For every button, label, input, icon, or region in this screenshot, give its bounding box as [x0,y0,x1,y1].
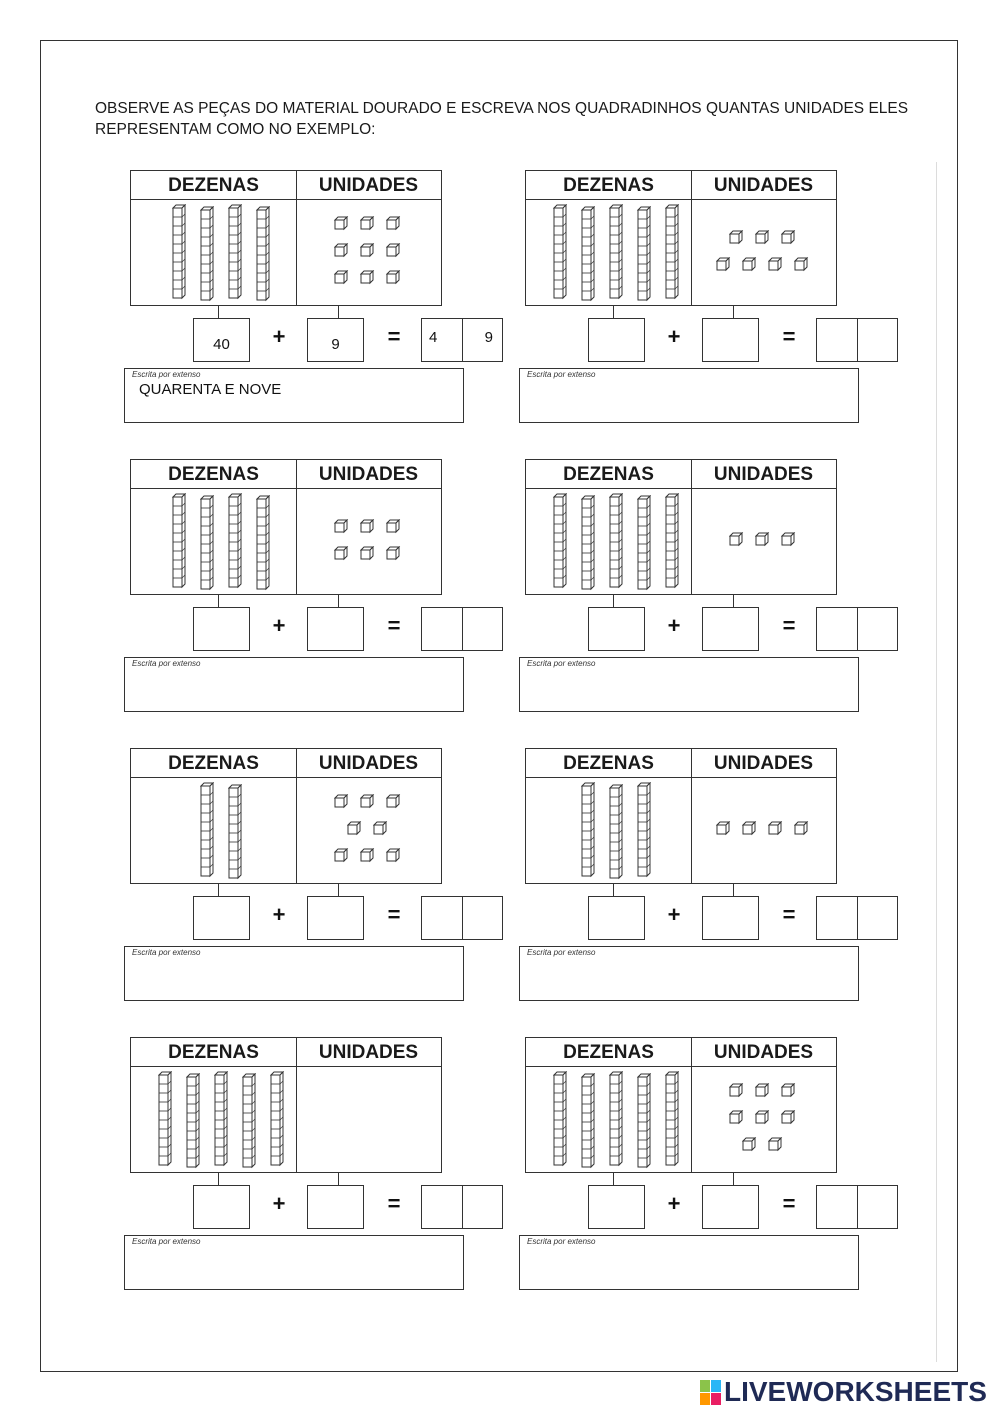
equals-sign: = [782,324,796,349]
tens-input[interactable] [193,607,250,651]
connector-line [613,306,614,318]
tens-rods-area [131,200,296,305]
divider [462,608,463,650]
plus-sign: + [272,1191,286,1216]
units-input[interactable] [702,607,759,651]
unit-cube-icon [334,519,349,534]
exercise-7 [120,1037,520,1297]
ten-rod-icon [581,495,595,591]
equals-sign: = [782,613,796,638]
ten-rod-icon [228,493,242,589]
instructions-text: OBSERVE AS PEÇAS DO MATERIAL DOURADO E ESCREVA NOS QUADRADINHOS QUANTAS UNIDADES ELES REPRESENTAM COMO NO EXEMPLO: [95,100,909,138]
written-form-label: Escrita por extenso [527,1237,596,1246]
written-form-label: Escrita por extenso [527,659,596,668]
unit-cube-icon [386,216,401,231]
liveworksheets-logo-icon [700,1378,722,1408]
unit-cube-icon [334,546,349,561]
units-cubes-area [297,489,441,594]
ten-rod-icon [637,206,651,302]
exercise-4 [515,459,915,719]
unit-cube-icon [768,821,783,836]
units-header: UNIDADES [318,753,419,774]
tens-rods-area [526,200,691,305]
unit-cube-icon [386,270,401,285]
unit-cube-icon [360,794,375,809]
place-value-table [130,748,442,884]
unit-cube-icon [386,546,401,561]
exercise-1 [120,170,520,430]
divider [462,1186,463,1228]
unit-cube-icon [334,848,349,863]
units-input[interactable] [307,896,364,940]
ten-rod-icon [609,493,623,589]
tens-input[interactable] [193,896,250,940]
written-form-field[interactable] [519,946,859,1001]
units-header: UNIDADES [318,1042,419,1063]
unit-cube-icon [781,1110,796,1125]
tens-value: 40 [213,336,230,353]
divider [857,1186,858,1228]
units-input[interactable] [307,318,364,362]
connector-line [218,306,219,318]
written-form-label: Escrita por extenso [527,370,596,379]
written-form-field[interactable] [519,657,859,712]
written-form-field[interactable] [124,946,464,1001]
result-boxes [816,1185,898,1229]
units-cubes-area [692,778,836,883]
equals-sign: = [387,902,401,927]
unit-cube-icon [794,257,809,272]
result-boxes [421,318,503,362]
ten-rod-icon [228,204,242,300]
ten-rod-icon [553,1071,567,1167]
unit-cube-icon [334,794,349,809]
units-cubes-area [297,778,441,883]
equals-sign: = [387,1191,401,1216]
ten-rod-icon [200,782,214,878]
tens-input[interactable] [193,1185,250,1229]
result-boxes [816,607,898,651]
tens-header: DEZENAS [563,464,654,485]
unit-cube-icon [729,532,744,547]
place-value-table [130,170,442,306]
ten-rod-icon [637,495,651,591]
unit-cube-icon [742,821,757,836]
unit-cube-icon [716,821,731,836]
unit-cube-icon [386,519,401,534]
ten-rod-icon [637,1073,651,1169]
tens-rods-area [131,1067,296,1172]
unit-cube-icon [742,257,757,272]
written-form-label: Escrita por extenso [132,1237,201,1246]
units-cubes-area [692,200,836,305]
result-boxes [816,318,898,362]
tens-rods-area [131,778,296,883]
ten-rod-icon [200,206,214,302]
plus-sign: + [667,1191,681,1216]
divider [857,897,858,939]
result-boxes [421,607,503,651]
ten-rod-icon [609,204,623,300]
ten-rod-icon [609,1071,623,1167]
equals-sign: = [782,1191,796,1216]
tens-rods-area [526,778,691,883]
connector-line [218,1173,219,1185]
connector-line [338,595,339,607]
brand-name: LIVEWORKSHEETS [724,1376,987,1407]
ten-rod-icon [214,1071,228,1167]
unit-cube-icon [781,532,796,547]
ten-rod-icon [553,493,567,589]
written-form-field[interactable] [519,368,859,423]
unit-cube-icon [768,257,783,272]
unit-cube-icon [755,1083,770,1098]
written-form-label: Escrita por extenso [527,948,596,957]
exercise-8 [515,1037,915,1297]
ten-rod-icon [581,782,595,878]
tens-header: DEZENAS [563,1042,654,1063]
unit-cube-icon [755,532,770,547]
units-header: UNIDADES [713,1042,814,1063]
unit-cube-icon [334,243,349,258]
ten-rod-icon [186,1073,200,1169]
units-input[interactable] [307,607,364,651]
tens-input[interactable] [193,318,250,362]
units-header: UNIDADES [318,175,419,196]
result-units-input[interactable]: 9 [484,329,493,346]
exercise-2 [515,170,915,430]
unit-cube-icon [729,1083,744,1098]
exercise-5 [120,748,520,1008]
units-cubes-area [297,200,441,305]
written-form-field[interactable] [124,1235,464,1290]
connector-line [733,1173,734,1185]
tens-header: DEZENAS [168,175,259,196]
plus-sign: + [272,613,286,638]
unit-cube-icon [360,519,375,534]
ten-rod-icon [581,1073,595,1169]
unit-cube-icon [794,821,809,836]
connector-line [338,1173,339,1185]
plus-sign: + [272,902,286,927]
place-value-table [525,1037,837,1173]
units-input[interactable] [702,1185,759,1229]
connector-line [613,1173,614,1185]
unit-cube-icon [360,216,375,231]
units-cubes-area [692,489,836,594]
ten-rod-icon [242,1073,256,1169]
units-value: 9 [331,336,340,353]
place-value-table [525,459,837,595]
plus-sign: + [667,613,681,638]
place-value-table [525,170,837,306]
unit-cube-icon [716,257,731,272]
unit-cube-icon [360,243,375,258]
margin-line [936,162,937,1362]
unit-cube-icon [334,216,349,231]
ten-rod-icon [553,204,567,300]
tens-header: DEZENAS [168,464,259,485]
written-form-field[interactable] [124,368,464,423]
result-boxes [421,896,503,940]
unit-cube-icon [742,1137,757,1152]
divider [857,319,858,361]
tens-rods-area [526,1067,691,1172]
unit-cube-icon [360,848,375,863]
connector-line [733,306,734,318]
tens-rods-area [526,489,691,594]
unit-cube-icon [781,230,796,245]
place-value-table [130,459,442,595]
result-tens-input[interactable]: 4 [429,329,438,346]
result-boxes [421,1185,503,1229]
unit-cube-icon [373,821,388,836]
ten-rod-icon [158,1071,172,1167]
place-value-table [525,748,837,884]
ten-rod-icon [637,782,651,878]
written-form-field[interactable] [124,657,464,712]
written-form-label: Escrita por extenso [132,948,201,957]
unit-cube-icon [386,848,401,863]
units-input[interactable] [702,318,759,362]
plus-sign: + [667,324,681,349]
connector-line [733,595,734,607]
tens-input[interactable] [588,1185,645,1229]
units-header: UNIDADES [713,175,814,196]
unit-cube-icon [386,794,401,809]
connector-line [613,595,614,607]
unit-cube-icon [729,230,744,245]
exercise-6 [515,748,915,1008]
unit-cube-icon [729,1110,744,1125]
units-header: UNIDADES [713,753,814,774]
unit-cube-icon [768,1137,783,1152]
ten-rod-icon [256,495,270,591]
tens-rods-area [131,489,296,594]
ten-rod-icon [270,1071,284,1167]
unit-cube-icon [755,230,770,245]
tens-header: DEZENAS [168,1042,259,1063]
written-form-label: Escrita por extenso [132,659,201,668]
units-header: UNIDADES [713,464,814,485]
equals-sign: = [387,613,401,638]
unit-cube-icon [781,1083,796,1098]
unit-cube-icon [334,270,349,285]
exercise-3 [120,459,520,719]
unit-cube-icon [386,243,401,258]
written-form-field[interactable] [519,1235,859,1290]
equals-sign: = [782,902,796,927]
connector-line [338,306,339,318]
unit-cube-icon [360,546,375,561]
equals-sign: = [387,324,401,349]
unit-cube-icon [755,1110,770,1125]
written-form-answer: QUARENTA E NOVE [139,381,282,398]
ten-rod-icon [665,493,679,589]
connector-line [733,884,734,896]
connector-line [613,884,614,896]
result-boxes [816,896,898,940]
connector-line [338,884,339,896]
unit-cube-icon [360,270,375,285]
plus-sign: + [272,324,286,349]
unit-cube-icon [347,821,362,836]
units-cubes-area [297,1067,441,1172]
connector-line [218,595,219,607]
divider [857,608,858,650]
units-input[interactable] [702,896,759,940]
ten-rod-icon [581,206,595,302]
units-cubes-area [692,1067,836,1172]
units-header: UNIDADES [318,464,419,485]
connector-line [218,884,219,896]
tens-header: DEZENAS [168,753,259,774]
ten-rod-icon [172,493,186,589]
place-value-table [130,1037,442,1173]
ten-rod-icon [200,495,214,591]
tens-header: DEZENAS [563,175,654,196]
plus-sign: + [667,902,681,927]
ten-rod-icon [665,204,679,300]
tens-header: DEZENAS [563,753,654,774]
units-input[interactable] [307,1185,364,1229]
ten-rod-icon [228,784,242,880]
tens-input[interactable] [588,896,645,940]
ten-rod-icon [665,1071,679,1167]
ten-rod-icon [256,206,270,302]
written-form-label: Escrita por extenso [132,370,201,379]
tens-input[interactable] [588,607,645,651]
divider [462,897,463,939]
ten-rod-icon [609,784,623,880]
ten-rod-icon [172,204,186,300]
tens-input[interactable] [588,318,645,362]
